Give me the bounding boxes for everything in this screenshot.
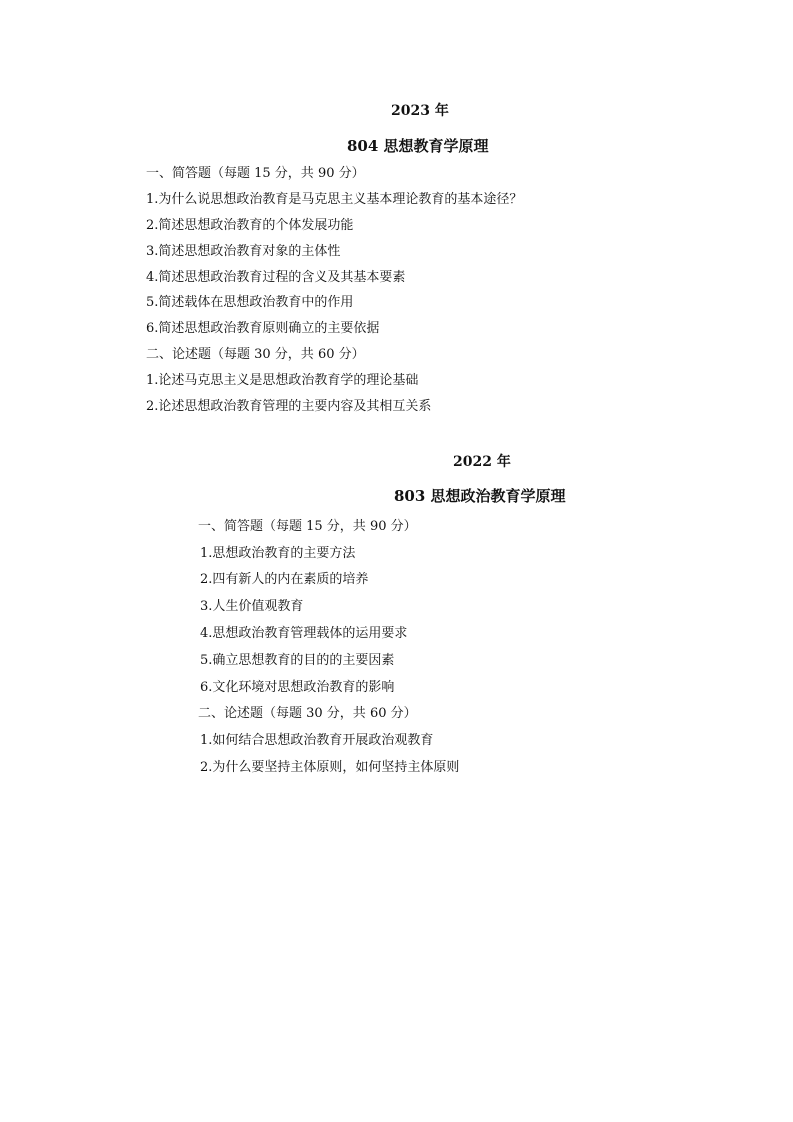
exam-2022-question: 6.文化环境对思想政治教育的影响	[200, 680, 395, 695]
exam-2022-question: 2.四有新人的内在素质的培养	[200, 572, 369, 587]
exam-2023-year: 2023 年	[391, 103, 449, 119]
exam-2023-question: 6.简述思想政治教育原则确立的主要依据	[146, 321, 380, 336]
exam-2022-question: 1.如何结合思想政治教育开展政治观教育	[200, 733, 434, 748]
exam-2022-title: 803 思想政治教育学原理	[394, 487, 566, 505]
exam-2022-section1-header: 一、简答题（每题 15 分，共 90 分）	[198, 519, 417, 534]
exam-2023-question: 2.论述思想政治教育管理的主要内容及其相互关系	[146, 399, 432, 414]
exam-2022-year: 2022 年	[453, 454, 511, 470]
exam-2023-question: 1.论述马克思主义是思想政治教育学的理论基础	[146, 373, 419, 388]
exam-2023-title: 804 思想教育学原理	[347, 137, 489, 155]
exam-2023-question: 4.简述思想政治教育过程的含义及其基本要素	[146, 270, 406, 285]
exam-2022-section2-header: 二、论述题（每题 30 分，共 60 分）	[198, 706, 417, 721]
exam-2023-section2-header: 二、论述题（每题 30 分，共 60 分）	[146, 347, 365, 362]
exam-2023-question: 5.简述载体在思想政治教育中的作用	[146, 295, 354, 310]
exam-2022-question: 5.确立思想教育的目的的主要因素	[200, 653, 395, 668]
exam-2022-question: 2.为什么要坚持主体原则，如何坚持主体原则	[200, 760, 460, 775]
exam-2023-question: 1.为什么说思想政治教育是马克思主义基本理论教育的基本途径？	[146, 192, 523, 207]
exam-2022-question: 1.思想政治教育的主要方法	[200, 546, 356, 561]
exam-2023-section1-header: 一、简答题（每题 15 分，共 90 分）	[146, 166, 365, 181]
exam-2023-question: 3.简述思想政治教育对象的主体性	[146, 244, 341, 259]
exam-2023-question: 2.简述思想政治教育的个体发展功能	[146, 218, 354, 233]
exam-2022-question: 4.思想政治教育管理载体的运用要求	[200, 626, 408, 641]
exam-2022-question: 3.人生价值观教育	[200, 599, 304, 614]
